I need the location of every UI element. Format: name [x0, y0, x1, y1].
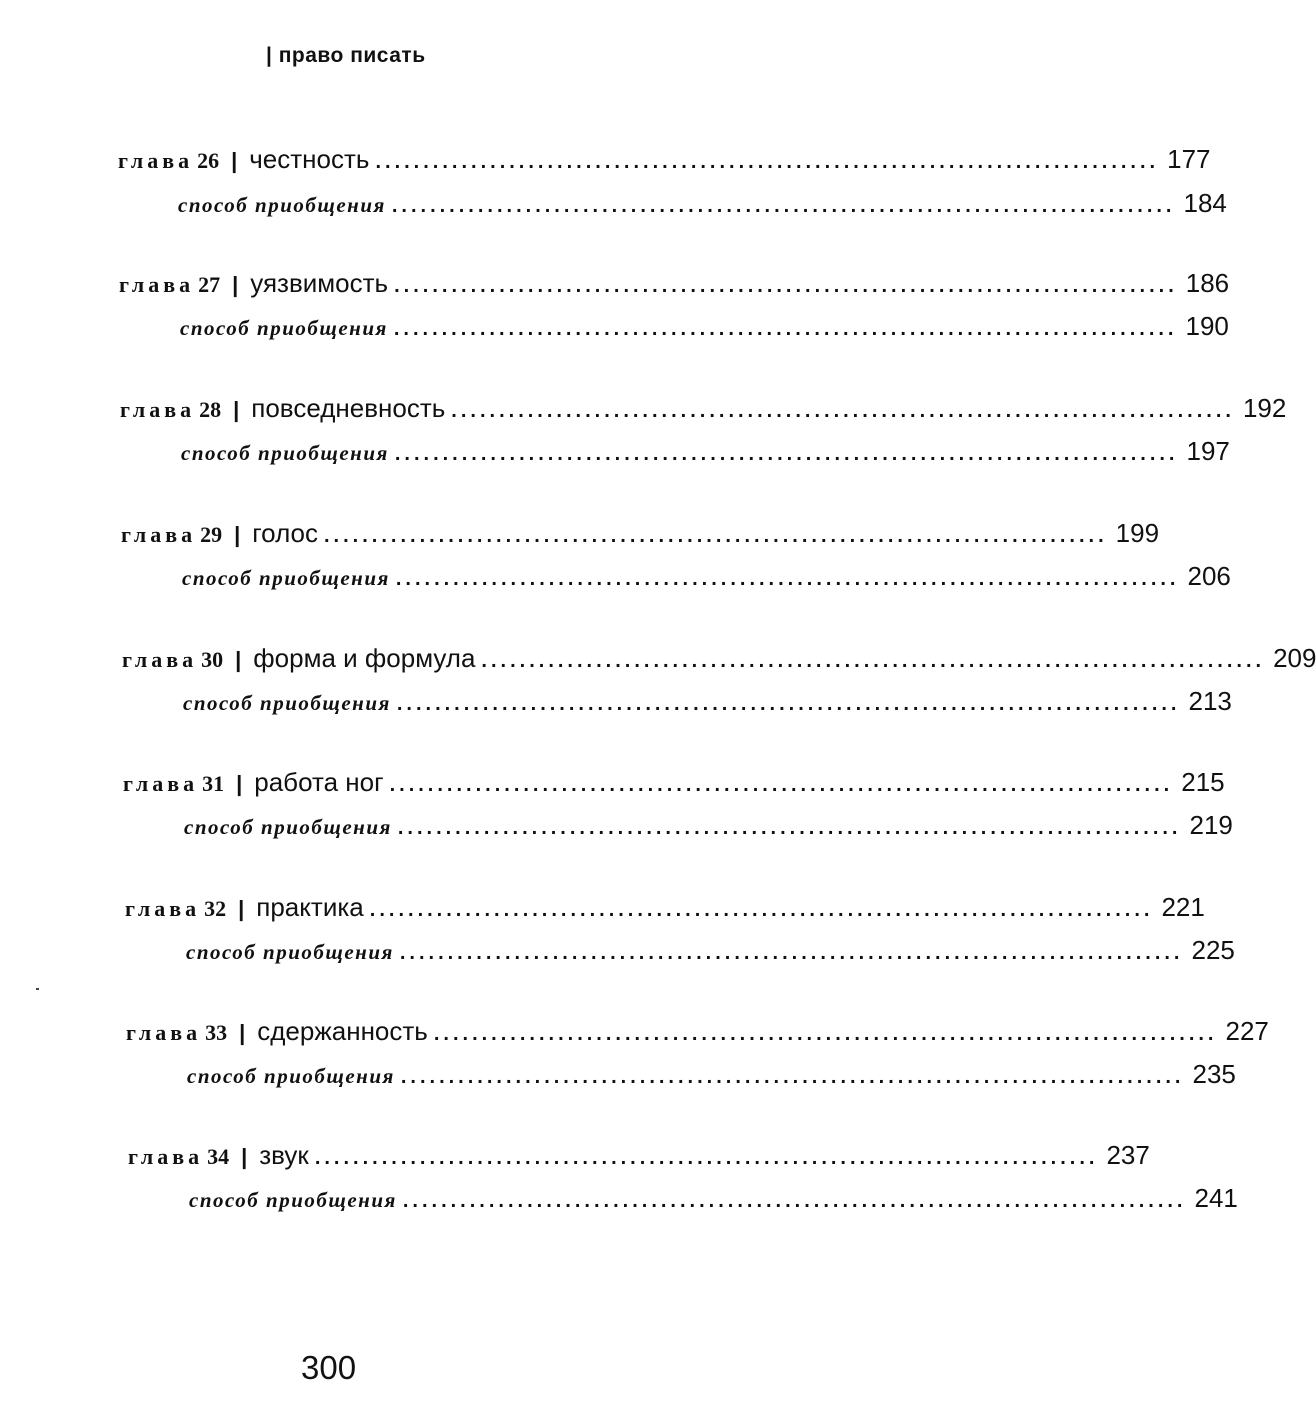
chapter-label: глава — [126, 1020, 202, 1045]
running-head: | право писать — [266, 44, 426, 67]
dot-leader: .................................................................................. — [389, 774, 1174, 796]
page-number: 219 — [1189, 810, 1233, 840]
dot-leader: .................................................................................. — [395, 568, 1180, 590]
page-number: 241 — [1194, 1183, 1238, 1213]
dot-leader: .................................................................................. — [369, 899, 1154, 921]
toc-chapter-entry[interactable] — [119, 268, 1230, 299]
dot-leader: .................................................................................. — [433, 1023, 1218, 1045]
chapter-number: 33 — [205, 1020, 228, 1045]
dot-leader: .................................................................................. — [481, 650, 1266, 672]
chapter-number: 34 — [207, 1144, 230, 1169]
page-number: 177 — [1167, 144, 1211, 174]
separator-bar: | — [236, 771, 243, 796]
toc-subsection-entry[interactable] — [186, 935, 1235, 966]
chapter-label: глава — [128, 1144, 204, 1169]
chapter-label: глава — [123, 771, 199, 796]
dot-leader: .................................................................................. — [314, 1147, 1099, 1169]
page-number: 213 — [1188, 686, 1232, 716]
separator-bar: | — [235, 647, 242, 672]
chapter-title: повседневность — [251, 393, 446, 423]
page-number: 237 — [1106, 1140, 1150, 1170]
page-number: 190 — [1185, 311, 1229, 341]
chapter-number: 31 — [202, 771, 225, 796]
chapter-title: честность — [249, 144, 370, 174]
toc-subsection-entry[interactable] — [181, 436, 1230, 467]
dot-leader: .................................................................................. — [324, 525, 1108, 547]
chapter-number: 30 — [201, 647, 224, 672]
dot-leader: .................................................................................. — [402, 1190, 1187, 1212]
folio-page-number: 300 — [301, 1349, 357, 1386]
toc-subsection-entry[interactable] — [184, 810, 1233, 841]
subsection-title: способ приобщения — [178, 193, 386, 217]
toc-chapter-entry[interactable] — [123, 767, 1225, 798]
page-number: 192 — [1242, 393, 1287, 423]
chapter-title: голос — [252, 518, 318, 548]
chapter-label: глава — [122, 647, 198, 672]
chapter-label: глава — [121, 522, 197, 547]
subsection-title: способ приобщения — [181, 441, 389, 465]
chapter-title: звук — [259, 1140, 309, 1170]
dot-leader: .................................................................................. — [393, 318, 1178, 340]
chapter-label: глава — [120, 397, 196, 422]
subsection-title: способ приобщения — [180, 316, 388, 340]
page-number: 197 — [1186, 436, 1230, 466]
toc-chapter-entry[interactable] — [118, 144, 1211, 175]
chapter-title: уязвимость — [250, 268, 389, 298]
chapter-title: работа ног — [254, 767, 384, 797]
toc-chapter-entry[interactable] — [125, 892, 1205, 923]
chapter-number: 28 — [199, 397, 222, 422]
subsection-title: способ приобщения — [184, 815, 392, 839]
toc-subsection-entry[interactable] — [189, 1183, 1238, 1214]
separator-bar: | — [232, 272, 239, 297]
separator-bar: | — [231, 148, 238, 173]
toc-chapter-entry[interactable] — [120, 393, 1287, 424]
chapter-number: 32 — [204, 896, 227, 921]
scan-speck — [36, 988, 39, 990]
toc-chapter-entry[interactable] — [121, 518, 1160, 549]
page-number: 227 — [1225, 1016, 1269, 1046]
page-number: 215 — [1181, 767, 1225, 797]
dot-leader: .................................................................................. — [399, 942, 1184, 964]
dot-leader: .................................................................................. — [400, 1066, 1185, 1088]
separator-bar: | — [234, 522, 241, 547]
chapter-title: практика — [256, 892, 364, 922]
dot-leader: .................................................................................. — [396, 693, 1181, 715]
toc-chapter-entry[interactable] — [126, 1016, 1269, 1047]
chapter-number: 27 — [198, 272, 221, 297]
chapter-label: глава — [119, 272, 195, 297]
toc-chapter-entry[interactable] — [128, 1140, 1150, 1171]
dot-leader: .................................................................................. — [451, 400, 1235, 422]
chapter-title: форма и формула — [253, 643, 476, 673]
toc-chapter-entry[interactable] — [122, 643, 1316, 674]
chapter-title: сдержанность — [257, 1016, 428, 1046]
page-number: 235 — [1192, 1059, 1236, 1089]
dot-leader: .................................................................................. — [394, 443, 1179, 465]
toc-subsection-entry[interactable] — [183, 686, 1232, 717]
dot-leader: .................................................................................. — [397, 817, 1182, 839]
page-number: 186 — [1185, 268, 1230, 298]
separator-bar: | — [238, 896, 245, 921]
dot-leader: .................................................................................. — [375, 151, 1160, 173]
toc-subsection-entry[interactable] — [178, 188, 1227, 219]
page-number: 199 — [1115, 518, 1160, 548]
separator-bar: | — [233, 397, 240, 422]
chapter-number: 29 — [200, 522, 223, 547]
separator-bar: | — [241, 1144, 248, 1169]
dot-leader: .................................................................................. — [391, 195, 1176, 217]
toc-subsection-entry[interactable] — [187, 1059, 1236, 1090]
page-number: 184 — [1183, 188, 1227, 218]
chapter-label: глава — [125, 896, 201, 921]
separator-bar: | — [239, 1020, 246, 1045]
page-number: 209 — [1273, 643, 1316, 673]
subsection-title: способ приобщения — [182, 566, 390, 590]
chapter-number: 26 — [197, 148, 220, 173]
toc-subsection-entry[interactable] — [180, 311, 1229, 342]
subsection-title: способ приобщения — [189, 1188, 397, 1212]
page-number: 225 — [1191, 935, 1235, 965]
subsection-title: способ приобщения — [183, 691, 391, 715]
page-number: 206 — [1187, 561, 1231, 591]
dot-leader: .................................................................................. — [394, 275, 1178, 297]
toc-subsection-entry[interactable] — [182, 561, 1231, 592]
subsection-title: способ приобщения — [187, 1064, 395, 1088]
subsection-title: способ приобщения — [186, 940, 394, 964]
page-number: 221 — [1161, 892, 1205, 922]
chapter-label: глава — [118, 148, 194, 173]
